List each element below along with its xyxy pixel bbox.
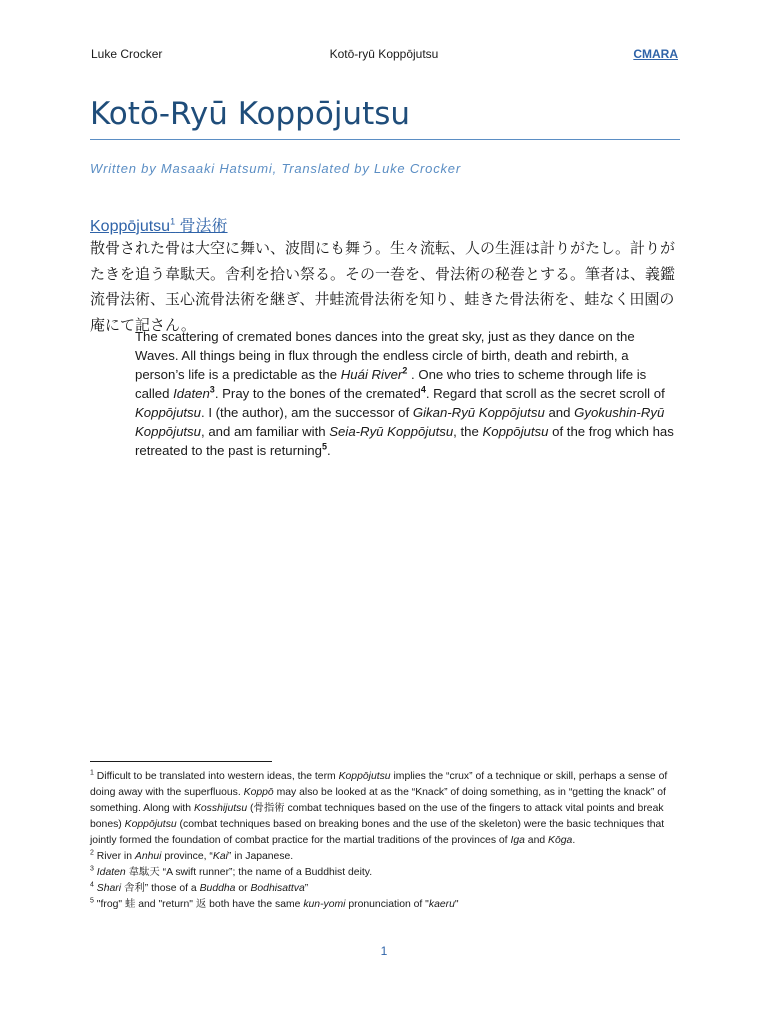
fn-italic: kaeru xyxy=(428,899,455,910)
fn-text: River in xyxy=(93,851,135,862)
fn-text: and xyxy=(524,835,549,846)
fn-text: (骨指術 combat techniques based on the use of the fingers to attack vital points and break bones) xyxy=(90,803,664,830)
fn-italic: Shari xyxy=(96,883,122,894)
en-text: . One who tries to scheme through life is called xyxy=(135,367,647,401)
fn-text: "frog" 蛙 and "return" 返 both have the same xyxy=(93,899,304,910)
en-italic-huai: Huái River xyxy=(340,367,403,382)
fn-italic: Buddha xyxy=(199,883,236,894)
fn-text: ” in Japanese. xyxy=(227,851,294,862)
heading-kanji: 骨法術 xyxy=(179,218,228,235)
footnote-2 xyxy=(90,849,670,865)
fn-text: ” xyxy=(304,883,309,894)
page-number: 1 xyxy=(380,944,388,958)
footnote-5 xyxy=(90,897,670,913)
footnote-3 xyxy=(90,865,670,881)
footnote-4 xyxy=(90,881,670,897)
footnote-ref-4: 4 xyxy=(420,384,426,395)
en-italic-idaten: Idaten xyxy=(173,386,210,401)
en-italic-gyokushin: Gyokushin-Ryū Koppōjutsu xyxy=(135,405,665,439)
document-title: Kotō-Ryū Koppōjutsu xyxy=(90,96,411,132)
fn-num: 1 xyxy=(90,769,94,777)
header-title: Kotō-ryū Koppōjutsu xyxy=(329,47,439,61)
fn-italic: Koppōjutsu xyxy=(124,819,177,830)
english-paragraph xyxy=(135,327,675,460)
fn-text: (combat techniques based on breaking bones and the use of the skeleton) were the basic techniques that jointly formed the foundation of combat practice for the martial traditions of the provinces of xyxy=(90,819,665,846)
en-italic-koppojutsu: Koppōjutsu xyxy=(482,424,549,439)
en-italic-gikan: Gikan-Ryū Koppōjutsu xyxy=(412,405,545,420)
title-underline xyxy=(90,139,680,140)
fn-italic: Kosshijutsu xyxy=(193,803,248,814)
fn-text: " xyxy=(454,899,459,910)
en-text: . Pray to the bones of the cremated xyxy=(214,386,421,401)
japanese-paragraph xyxy=(90,236,680,338)
footnote-ref-2: 2 xyxy=(402,365,408,376)
fn-num: 2 xyxy=(90,849,94,857)
en-text: , and am familiar with xyxy=(201,424,330,439)
en-text: . xyxy=(326,443,331,458)
en-text: . Regard that scroll as the secret scroll of xyxy=(425,386,665,401)
section-heading xyxy=(90,213,228,236)
fn-num: 3 xyxy=(90,865,94,873)
heading-footnote-ref: 1 xyxy=(170,216,176,227)
fn-italic: kun-yomi xyxy=(303,899,346,910)
en-text: . I (the author), am the successor of xyxy=(201,405,413,420)
header-cmara-link[interactable]: CMARA xyxy=(633,47,678,61)
fn-text: implies the “crux” of a technique or skill, perhaps a sense of doing away with the superfluous. xyxy=(90,771,668,798)
fn-text: or xyxy=(235,883,251,894)
fn-num: 4 xyxy=(90,881,94,889)
fn-italic: Bodhisattva xyxy=(250,883,305,894)
fn-text: . xyxy=(572,835,576,846)
fn-text: Difficult to be translated into western ideas, the term xyxy=(93,771,339,782)
heading-text: Koppōjutsu xyxy=(90,218,171,235)
en-italic-koppojutsu: Koppōjutsu xyxy=(135,405,201,420)
fn-text: may also be looked at as the “Knack” of doing something, as in “getting the knack” of something. Along with xyxy=(90,787,666,814)
fn-italic: Idaten xyxy=(96,867,126,878)
fn-num: 5 xyxy=(90,897,94,905)
document-subtitle: Written by Masaaki Hatsumi, Translated by Luke Crocker xyxy=(90,161,461,176)
fn-italic: Kōga xyxy=(548,835,573,846)
fn-text: 韋駄天 “A swift runner”; the name of a Buddhist deity. xyxy=(125,867,373,878)
en-italic-seia: Seia-Ryū Koppōjutsu xyxy=(329,424,454,439)
fn-italic: Koppō xyxy=(243,787,274,798)
footnote-1 xyxy=(90,769,670,849)
footnote-separator xyxy=(90,761,272,762)
fn-text: pronunciation of " xyxy=(345,899,429,910)
en-text: , the xyxy=(453,424,483,439)
fn-italic: Iga xyxy=(510,835,525,846)
fn-text: 舎利” those of a xyxy=(121,883,200,894)
footnotes xyxy=(90,769,670,913)
english-translation xyxy=(135,327,675,460)
fn-italic: Anhui xyxy=(134,851,162,862)
en-text: and xyxy=(544,405,575,420)
japanese-text: 散骨された骨は大空に舞い、波間にも舞う。生々流転、人の生涯は計りがたし。計りがたきを追う韋駄天。舎利を拾い祭る。その一巻を、骨法術の秘巻とする。筆者は、義鑑流骨法術、玉心流骨法術を継ぎ、井蛙流骨法術を知り、蛙きた骨法術を、蛙なく田園の庵にて記さん。 xyxy=(90,239,676,334)
footnote-ref-3: 3 xyxy=(209,384,215,395)
header-author: Luke Crocker xyxy=(91,47,163,61)
fn-text: province, “ xyxy=(161,851,213,862)
footnote-ref-5: 5 xyxy=(321,441,327,452)
en-text: The scattering of cremated bones dances into the great sky, just as they dance on the Waves. All things being in flux through the endless circle of birth, death and rebirth, a person’s life is a predictable as the xyxy=(135,329,635,382)
fn-italic: Koppōjutsu xyxy=(338,771,391,782)
en-text: of the frog which has retreated to the past is returning xyxy=(135,424,674,458)
fn-italic: Kai xyxy=(212,851,228,862)
